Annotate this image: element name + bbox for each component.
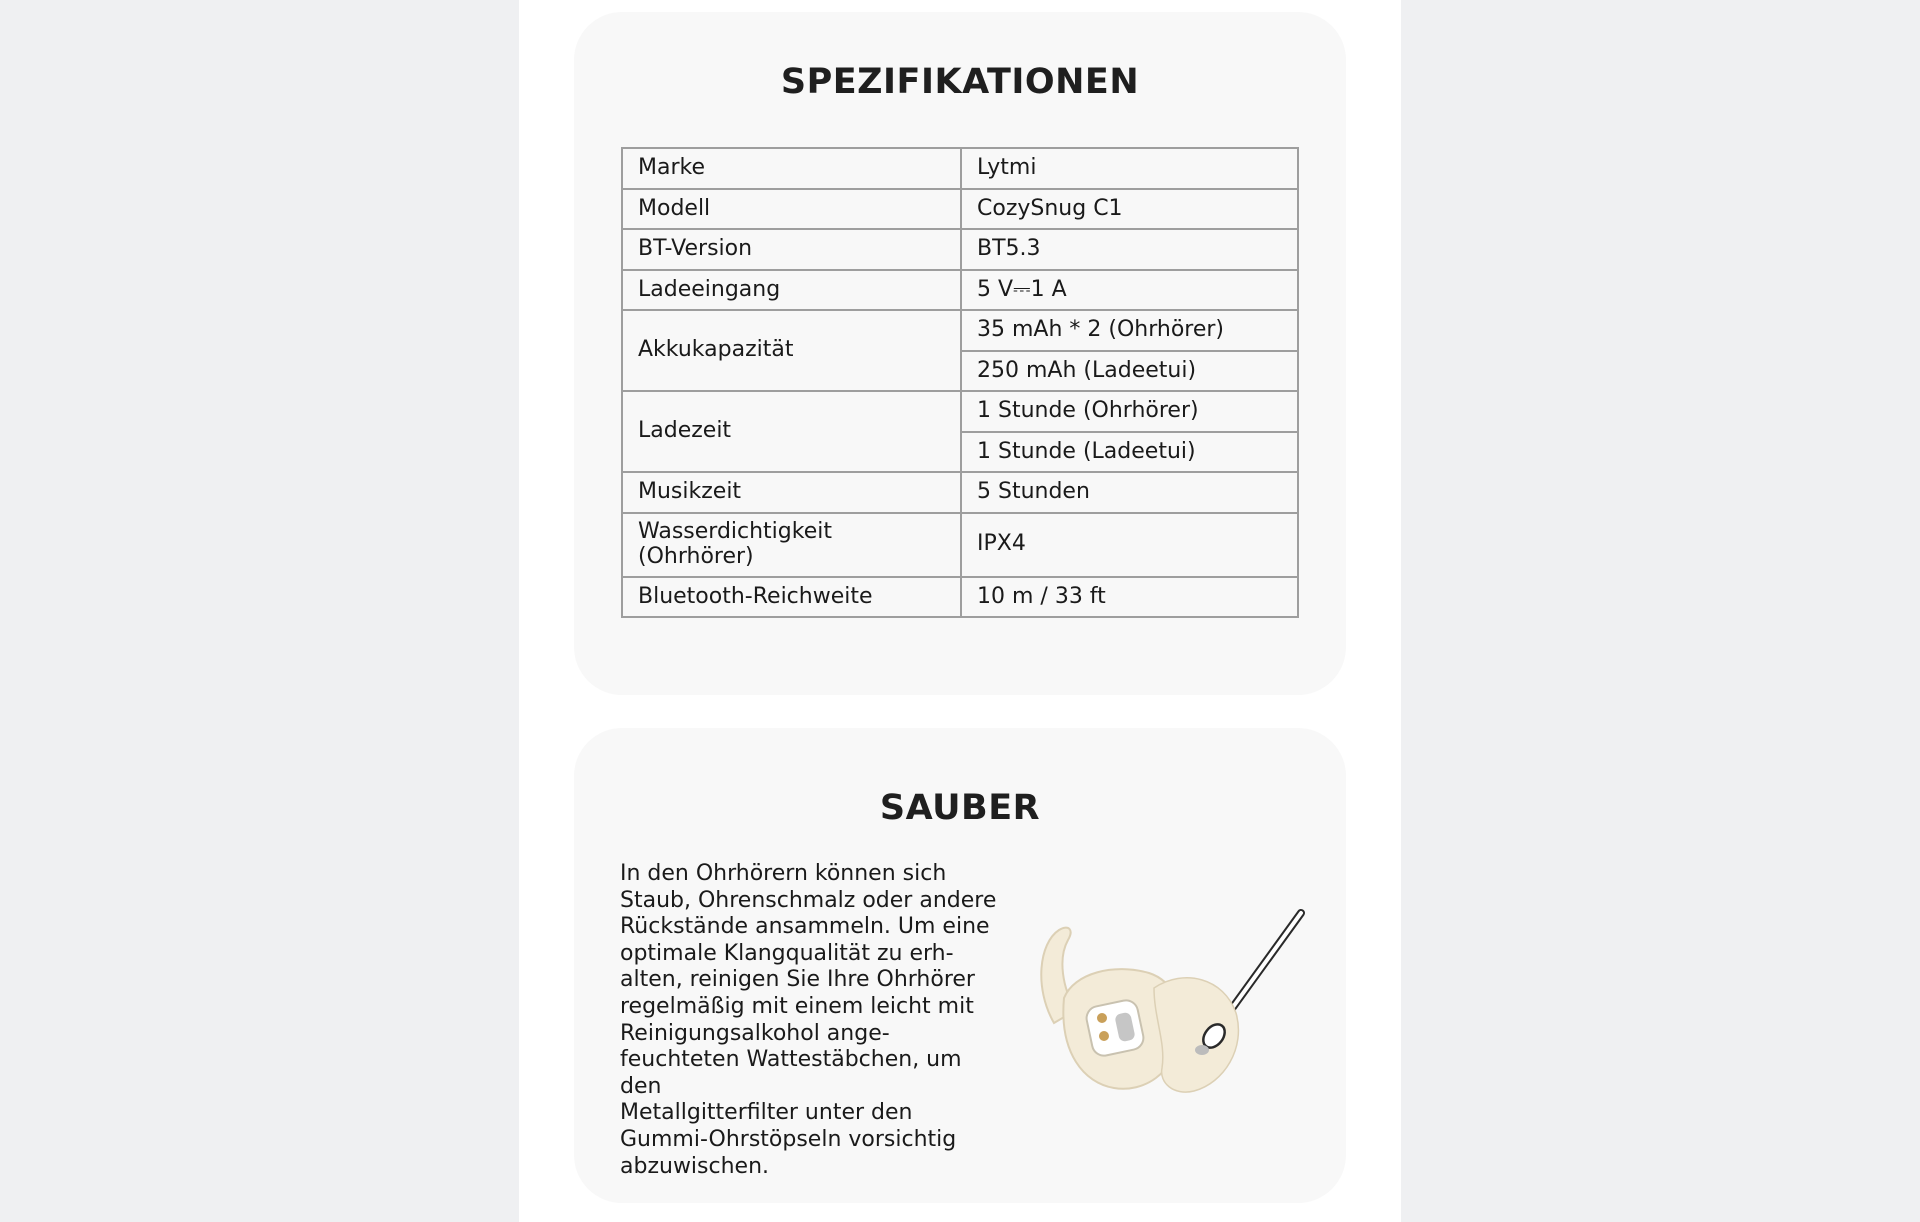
contact-plate <box>1084 998 1145 1058</box>
spec-label-bt-version: BT-Version <box>622 229 961 270</box>
ear-tip <box>1154 978 1238 1092</box>
table-row <box>622 148 1298 189</box>
spec-value-bt-version: BT5.3 <box>961 229 1298 270</box>
earbud-with-cotton-swab-icon <box>1014 878 1324 1148</box>
specifications-title: SPEZIFIKATIONEN <box>780 62 1140 102</box>
spec-value-model: CozySnug C1 <box>961 189 1298 230</box>
spec-value-waterproof: IPX4 <box>961 513 1298 577</box>
contact-dot-top <box>1097 1013 1107 1023</box>
spec-value-battery-case: 250 mAh (Ladeetui) <box>961 351 1298 392</box>
spec-label-battery: Akkukapazität <box>622 310 961 391</box>
table-row <box>622 189 1298 230</box>
spec-value-charging-input: 5 V⎓1 A <box>961 270 1298 311</box>
spec-label-waterproof: Wasserdichtigkeit (Ohrhörer) <box>622 513 961 577</box>
contact-dot-bottom <box>1099 1031 1109 1041</box>
spec-value-charging-time-earbuds: 1 Stunde (Ohrhörer) <box>961 391 1298 432</box>
table-row <box>622 577 1298 618</box>
table-row <box>622 391 1298 432</box>
spec-label-music-time: Musikzeit <box>622 472 961 513</box>
cleaning-instructions: In den Ohrhörern können sich Staub, Ohrenschmalz oder andere Rückstände ansammeln. Um eine optimale Klangqualität zu erh- alten, reinigen Sie Ihre Ohrhörer regelmäßig mit einem leicht mit Reinigungsalkohol ange- feuchteten Wattestäbchen, um den Metallgitterfilter unter den Gummi-Ohrstöpseln vorsichtig abzuwischen. <box>620 861 997 1179</box>
specifications-card <box>574 12 1346 695</box>
spec-value-bt-range: 10 m / 33 ft <box>961 577 1298 618</box>
spec-label-charging-time: Ladezeit <box>622 391 961 472</box>
table-row <box>622 270 1298 311</box>
spec-label-bt-range: Bluetooth-Reichweite <box>622 577 961 618</box>
cleaning-card <box>574 728 1346 1203</box>
spec-label-brand: Marke <box>622 148 961 189</box>
specifications-table <box>621 147 1299 618</box>
page-column <box>519 0 1401 1222</box>
table-row <box>622 229 1298 270</box>
spec-value-music-time: 5 Stunden <box>961 472 1298 513</box>
spec-value-brand: Lytmi <box>961 148 1298 189</box>
table-row <box>622 513 1298 577</box>
spec-value-battery-earbuds: 35 mAh * 2 (Ohrhörer) <box>961 310 1298 351</box>
mesh-filter <box>1195 1045 1209 1055</box>
table-row <box>622 472 1298 513</box>
spec-value-charging-time-case: 1 Stunde (Ladeetui) <box>961 432 1298 473</box>
cleaning-title: SAUBER <box>879 788 1041 828</box>
spec-label-charging-input: Ladeeingang <box>622 270 961 311</box>
table-row <box>622 310 1298 351</box>
spec-label-model: Modell <box>622 189 961 230</box>
